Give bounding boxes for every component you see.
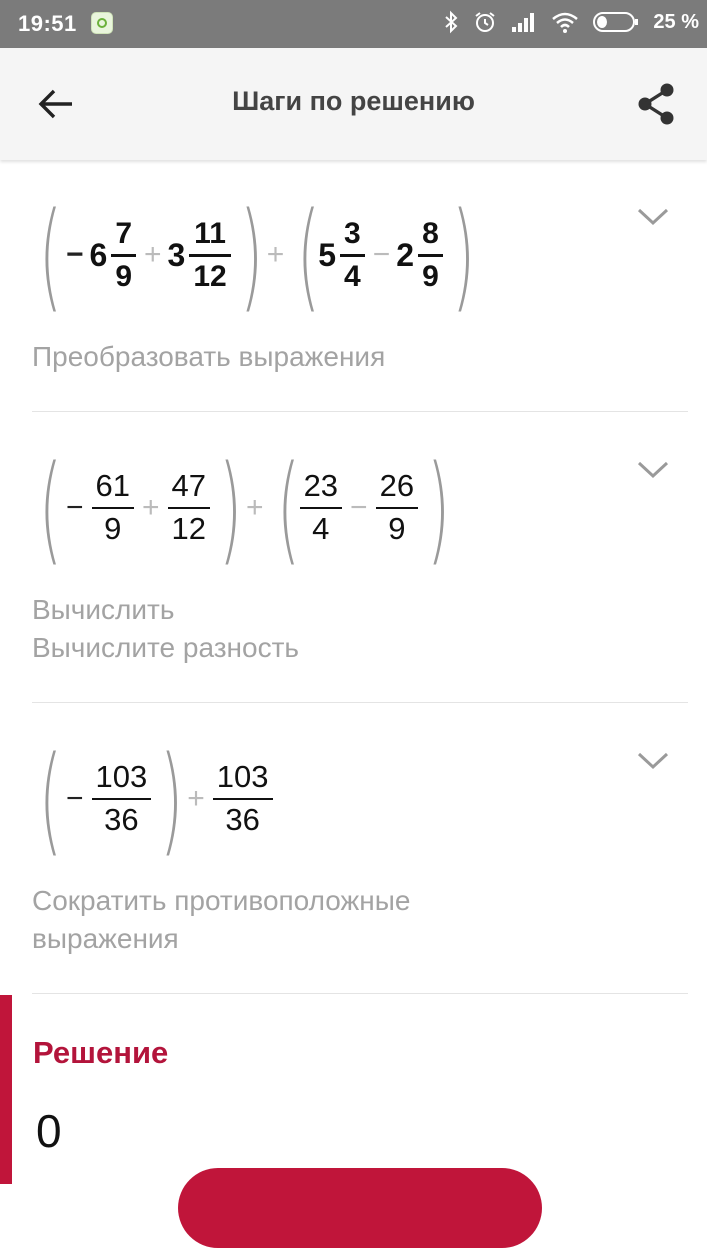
numerator: 103 [95, 759, 148, 795]
numerator: 103 [216, 759, 269, 795]
denominator: 4 [344, 259, 361, 293]
paren-close: ) [160, 730, 184, 868]
paren-close: ) [451, 186, 475, 324]
plus-sign: + [142, 491, 160, 524]
fraction [111, 218, 136, 292]
plus-sign: + [187, 782, 205, 815]
step-description-line: Вычислить [32, 594, 175, 625]
solution-title: Решение [33, 1035, 169, 1070]
plus-sign: + [144, 238, 162, 271]
app-notification-icon [91, 12, 113, 34]
fraction-bar [168, 507, 210, 509]
status-icons [443, 10, 699, 34]
paren-close: ) [427, 439, 451, 577]
denominator: 9 [388, 511, 406, 546]
numerator: 47 [171, 468, 207, 504]
chevron-down-icon[interactable] [635, 459, 671, 481]
paren-open: ( [39, 730, 63, 868]
fraction [92, 761, 152, 836]
minus-sign: − [66, 491, 84, 524]
paren-open: ( [39, 186, 63, 324]
numerator: 11 [194, 217, 226, 250]
fraction-bar [189, 254, 230, 257]
numerator: 3 [344, 217, 361, 250]
fraction [340, 218, 365, 292]
fraction-bar [300, 507, 342, 509]
divider [32, 702, 688, 703]
action-button[interactable] [178, 1168, 542, 1248]
status-time: 19:51 [18, 11, 77, 36]
paren-close: ) [219, 439, 243, 577]
denominator: 9 [422, 259, 439, 293]
denominator: 9 [104, 511, 122, 546]
step-description-line: Преобразовать выражения [32, 341, 386, 372]
battery-icon [593, 11, 639, 33]
fraction-bar [340, 254, 365, 257]
step-1-expression [32, 186, 475, 324]
step-description-line: Сократить противоположные [32, 885, 411, 916]
step-3-description [32, 882, 410, 958]
step-3-expression [32, 730, 275, 868]
whole-number: 3 [167, 236, 186, 273]
divider [32, 993, 688, 994]
denominator: 4 [312, 511, 330, 546]
step-1-description [32, 338, 385, 376]
fraction [189, 218, 230, 292]
numerator: 8 [422, 217, 439, 250]
bluetooth-icon [443, 10, 459, 34]
chevron-down-icon[interactable] [635, 750, 671, 772]
status-bar [0, 0, 707, 48]
whole-number: 6 [89, 236, 108, 273]
denominator: 12 [171, 511, 207, 546]
numerator: 23 [303, 468, 339, 504]
plus-sign: + [266, 238, 285, 271]
denominator: 36 [104, 802, 139, 837]
denominator: 9 [115, 259, 133, 293]
numerator: 61 [95, 468, 131, 504]
minus-sign: − [372, 238, 391, 271]
share-icon [636, 82, 676, 126]
fraction [168, 470, 210, 545]
fraction [213, 761, 273, 836]
battery-percent: 25 % [653, 10, 699, 33]
minus-sign: − [66, 238, 84, 271]
numerator: 26 [379, 468, 415, 504]
paren-close: ) [239, 186, 263, 324]
fraction-bar [376, 507, 418, 509]
wifi-icon [551, 11, 579, 33]
paren-open: ( [276, 439, 300, 577]
fraction-bar [92, 507, 134, 509]
whole-number: 2 [396, 236, 415, 273]
chevron-down-icon[interactable] [635, 206, 671, 228]
minus-sign: − [66, 782, 84, 815]
fraction [376, 470, 418, 545]
paren-open: ( [39, 439, 63, 577]
share-button[interactable] [628, 78, 684, 130]
fraction-bar [418, 254, 443, 257]
fraction-bar [111, 254, 136, 257]
minus-sign: − [350, 491, 368, 524]
fraction [300, 470, 342, 545]
fraction-bar [92, 798, 152, 800]
step-2-description [32, 591, 299, 667]
numerator: 7 [115, 217, 133, 250]
whole-number: 5 [318, 236, 337, 273]
solution-value: 0 [36, 1105, 62, 1157]
step-2-expression [32, 439, 451, 577]
fraction [92, 470, 134, 545]
denominator: 12 [193, 259, 227, 293]
solution-accent-bar [0, 995, 12, 1184]
page-title: Шаги по решению [232, 86, 475, 116]
divider [32, 411, 688, 412]
plus-sign: + [246, 491, 264, 524]
fraction [418, 218, 443, 292]
fraction-bar [213, 798, 273, 800]
top-app-bar [0, 48, 707, 160]
step-description-line: Вычислите разность [32, 632, 299, 663]
denominator: 36 [225, 802, 260, 837]
step-description-line: выражения [32, 923, 179, 954]
signal-icon [511, 11, 537, 33]
alarm-icon [473, 10, 497, 34]
paren-open: ( [297, 186, 321, 324]
